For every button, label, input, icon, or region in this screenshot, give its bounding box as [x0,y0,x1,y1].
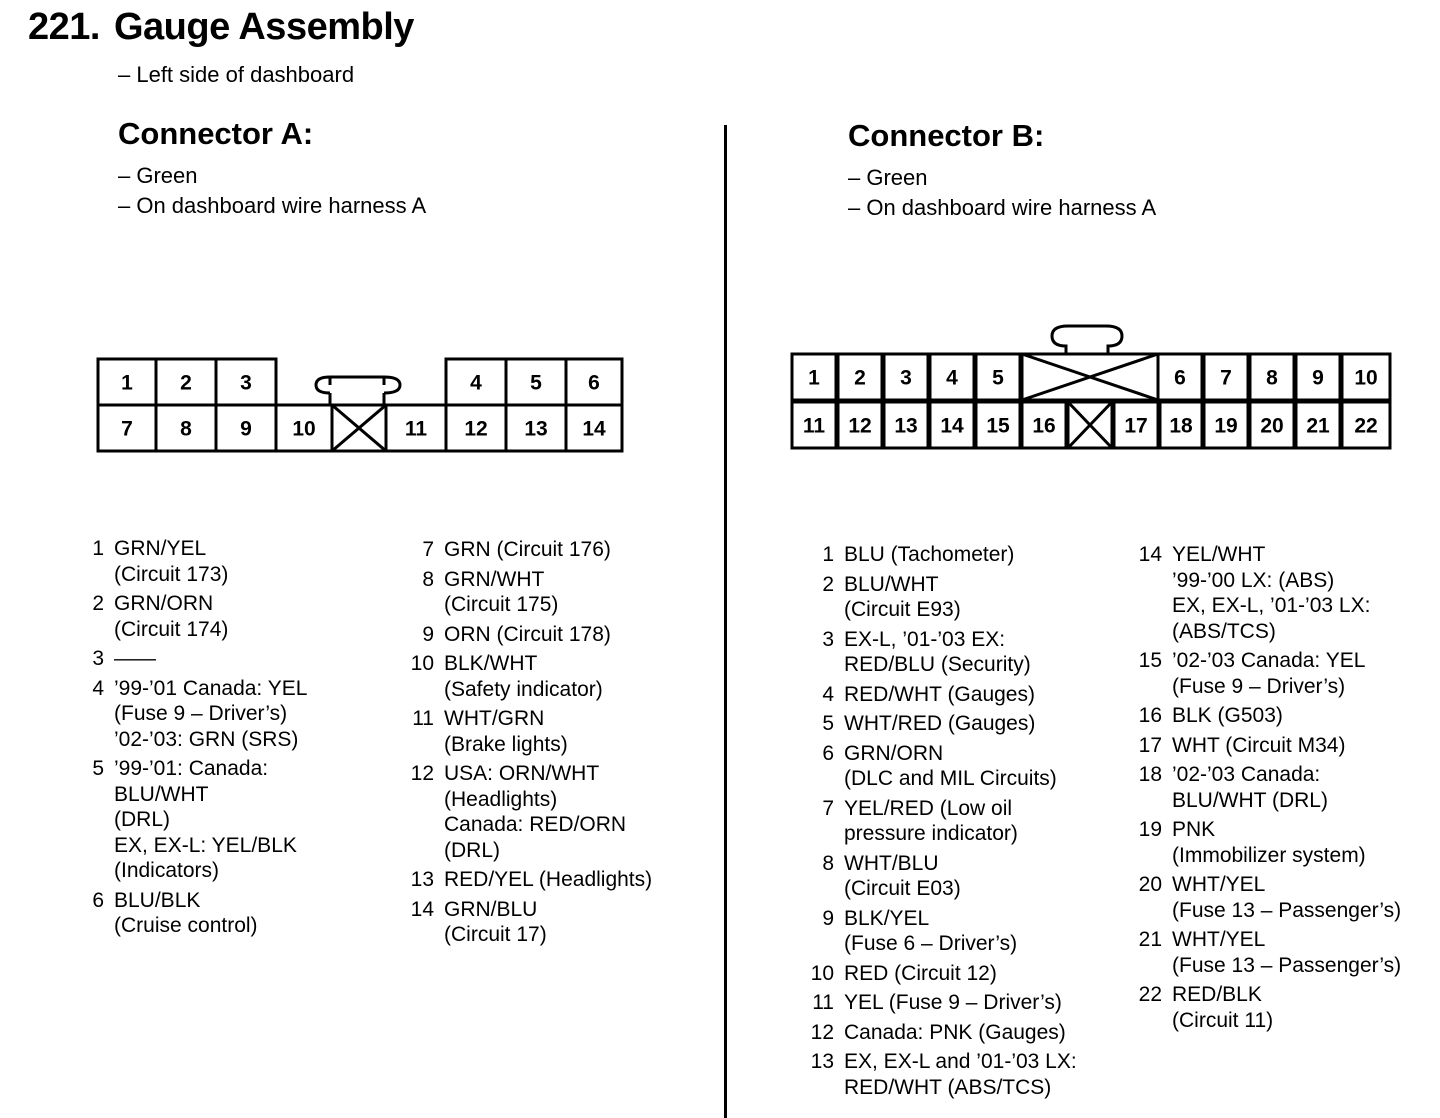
connector-b-title: Connector B: [848,118,1045,153]
pin-description [844,1020,1066,1046]
pin-description-line: PNK [1172,818,1216,841]
pin-description [1172,817,1366,868]
connector-b-pin-list-1 [804,542,1077,1104]
pin-number: 6 [92,888,104,912]
connector-a-label-4: 4 [470,371,482,395]
pin-number: 19 [1138,818,1162,841]
connector-b-label-4: 4 [946,366,958,390]
pin-number: 16 [1138,704,1162,727]
pin-description-line: ’02-’03 Canada: YEL [1172,649,1366,672]
pin-number: 11 [412,707,434,730]
pin-description-line: (Circuit 11) [1172,1008,1274,1032]
pin-entry [804,961,1077,987]
pin-description-line: WHT/BLU [844,851,939,875]
pin-description-line: GRN/BLU [444,897,538,921]
pin-entry [804,711,1077,737]
pin-description [844,627,1031,678]
pin-description-line: GRN (Circuit 176) [444,538,611,561]
pin-description-line: EX-L, ’01-’03 EX: [844,627,1006,651]
pin-number: 21 [1138,928,1162,951]
pin-description-line: (Circuit 173) [114,562,229,586]
pin-entry [1132,762,1401,813]
pin-description [1172,982,1273,1033]
pin-description-line: RED/WHT (Gauges) [844,682,1035,706]
pin-description-line: EX, EX-L, ’01-’03 LX: [1172,594,1371,617]
pin-entry [404,706,652,757]
pin-description [114,646,156,672]
pin-entry [1132,542,1401,644]
connector-b-label-2: 2 [854,366,866,390]
pin-number: 13 [410,868,434,891]
pin-entry [404,537,652,563]
connector-b-label-18: 18 [1169,414,1193,438]
connector-b-label-19: 19 [1214,414,1238,438]
pin-number: 14 [1138,543,1162,566]
pin-entry [1132,817,1401,868]
pin-number: 8 [422,567,434,591]
pin-description-line: (Safety indicator) [444,677,603,701]
pin-entry [804,851,1077,902]
pin-description [1172,872,1401,923]
location-note: – Left side of dashboard [118,62,355,87]
connector-b-label-1: 1 [808,366,820,390]
pin-description-line: BLU/WHT (DRL) [1172,788,1328,812]
pin-description [844,682,1035,708]
connector-a-label-8: 8 [180,417,192,441]
pin-number: 17 [1138,733,1162,757]
pin-description [844,990,1062,1016]
pin-entry [804,1049,1077,1100]
pin-entry [74,646,307,672]
connector-a-pin-list-2 [404,537,652,952]
pin-description-line: BLK/YEL [844,906,930,930]
pin-description-line: (Brake lights) [444,732,568,756]
pin-description-line: (Circuit E93) [844,598,961,621]
pin-description [444,651,603,702]
pin-description [114,591,228,642]
connector-a-label-13: 13 [524,417,548,441]
pin-number: 22 [1138,983,1162,1006]
pin-description-line: GRN/ORN [114,592,214,615]
pin-description-line: Canada: PNK (Gauges) [844,1020,1066,1044]
connector-b-label-11: 11 [802,414,826,438]
pin-description [844,906,1017,957]
pin-number: 4 [92,676,104,700]
pin-description-line: EX, EX-L and ’01-’03 LX: [844,1050,1077,1073]
pin-description-line: (Circuit 17) [444,923,547,946]
pin-entry [804,906,1077,957]
pin-description [444,622,611,648]
pin-description-line: (Circuit E03) [844,877,961,900]
connector-a-latch-right [384,377,400,393]
connector-a-label-7: 7 [121,417,133,441]
pin-entry [404,867,652,893]
connector-b-label-9: 9 [1312,366,1324,390]
pin-number: 3 [92,647,104,670]
pin-description-line: BLK (G503) [1172,704,1283,727]
connector-b-notes [848,163,1156,223]
pin-description-line: (Fuse 13 – Passenger’s) [1172,898,1402,922]
pin-description [444,897,547,948]
connector-b-label-13: 13 [894,414,918,438]
pin-number: 5 [822,712,834,735]
connector-b-label-15: 15 [986,414,1010,438]
connector-a-title: Connector A: [118,116,314,151]
pin-description [444,537,611,563]
pin-number: 1 [822,543,834,566]
pin-number: 8 [822,851,834,875]
connector-a-diagram [94,355,626,457]
connector-a-pin-list-1 [74,536,307,943]
pin-entry [804,796,1077,847]
pin-description-line: (Fuse 13 – Passenger’s) [1172,953,1402,977]
pin-description-line: WHT/YEL [1172,873,1266,896]
pin-number: 12 [810,1020,834,1044]
pin-number: 9 [822,906,834,930]
connector-b-label-20: 20 [1260,414,1284,438]
pin-number: 12 [410,762,434,785]
pin-description-line: RED/BLU (Security) [844,653,1031,676]
pin-description-line: RED/YEL (Headlights) [444,868,653,891]
pin-number: 3 [822,627,834,651]
connector-a-label-5: 5 [530,371,542,395]
pin-description [844,1049,1077,1100]
pin-number: 6 [822,741,834,765]
pin-description-line: RED (Circuit 12) [844,961,997,985]
pin-description-line: GRN/YEL [114,537,207,560]
connector-a-latch-legs [330,393,384,405]
pin-entry [804,741,1077,792]
pin-description [114,676,307,753]
connector-a-latch-left [316,377,330,393]
pin-description [844,741,1057,792]
pin-description-line: Canada: RED/ORN [444,813,627,836]
pin-description-line: YEL/WHT [1172,543,1266,566]
pin-description-line: ’02-’03: GRN (SRS) [114,727,299,751]
connector-a-label-3: 3 [240,371,252,395]
pin-description-line: BLK/WHT [444,652,538,675]
connector-b-latch-left [1052,326,1086,354]
pin-entry [804,572,1077,623]
connector-b-latch-right [1086,326,1122,354]
pin-description-line: BLU (Tachometer) [844,543,1015,566]
connector-b-diagram [786,322,1396,454]
section-title: Gauge Assembly [113,6,414,48]
connector-b-label-12: 12 [848,414,872,438]
pin-description [114,756,297,884]
pin-description-line: ’02-’03 Canada: [1172,763,1321,786]
pin-description-line: WHT/YEL [1172,928,1266,951]
pin-number: 1 [92,537,104,560]
column-divider [724,125,727,1118]
pin-description [1172,703,1283,729]
pin-description-line: YEL (Fuse 9 – Driver’s) [844,991,1062,1014]
pin-number: 9 [422,622,434,646]
pin-entry [404,651,652,702]
pin-description-line: RED/BLK [1172,983,1262,1006]
connector-a-label-10: 10 [292,417,316,441]
connector-b-label-6: 6 [1174,366,1186,390]
pin-entry [1132,703,1401,729]
connector-b-label-7: 7 [1220,366,1232,390]
pin-description [114,536,228,587]
pin-number: 7 [822,796,834,820]
pin-description-line: pressure indicator) [844,822,1018,845]
pin-description-line: WHT/GRN [444,707,545,730]
pin-description-line: BLU/WHT [844,572,939,596]
pin-description [1172,762,1328,813]
pin-description-line: (Circuit 175) [444,593,559,616]
pin-entry [1132,872,1401,923]
pin-number: 5 [92,757,104,780]
pin-description-line: WHT (Circuit M34) [1172,733,1346,757]
connector-b-label-8: 8 [1266,366,1278,390]
connector-a-label-1: 1 [121,371,133,395]
pin-entry [74,591,307,642]
pin-entry [404,622,652,648]
connector-a-label-6: 6 [588,371,600,395]
connector-b-label-10: 10 [1354,366,1378,390]
pin-entry [74,756,307,884]
pin-number: 18 [1138,763,1162,786]
connector-b-svg [786,322,1396,454]
pin-description-line: WHT/RED (Gauges) [844,712,1036,735]
pin-number: 14 [410,897,434,921]
pin-description [1172,927,1401,978]
pin-description [844,572,961,623]
pin-entry [404,567,652,618]
pin-entry [404,897,652,948]
pin-description-line: (Circuit 174) [114,617,229,641]
connector-b-label-5: 5 [992,366,1004,390]
connector-b-label-17: 17 [1124,414,1148,438]
pin-number: 2 [822,572,834,596]
pin-number: 2 [92,592,104,615]
pin-description-line: (Cruise control) [114,914,258,937]
pin-description [844,961,997,987]
pin-description-line: (Immobilizer system) [1172,843,1366,867]
connector-a-label-2: 2 [180,371,192,395]
pin-entry [74,536,307,587]
connector-b-label-21: 21 [1306,414,1330,438]
pin-description-line: (DLC and MIL Circuits) [844,767,1057,790]
connector-a-svg [94,355,626,457]
pin-entry [74,676,307,753]
connector-a-harness-note: – On dashboard wire harness A [118,193,427,218]
pin-description-line: (Fuse 9 – Driver’s) [1172,674,1346,698]
pin-description-line: EX, EX-L: YEL/BLK [114,833,297,857]
pin-number: 4 [822,682,834,706]
pin-number: 10 [410,652,434,675]
pin-description [114,888,258,939]
connector-b-pin-list-2 [1132,542,1401,1037]
pin-number: 13 [810,1050,834,1073]
pin-description [444,867,652,893]
pin-description [844,542,1014,568]
pin-description-line: BLU/WHT [114,782,209,806]
pin-entry [804,542,1077,568]
pin-description-line: ORN (Circuit 178) [444,622,611,646]
pin-description-line: GRN/ORN [844,741,944,765]
connector-b-label-22: 22 [1354,414,1378,438]
connector-a-label-9: 9 [240,417,252,441]
pin-description [844,796,1018,847]
connector-b-label-14: 14 [940,414,964,438]
pin-entry [804,990,1077,1016]
pin-entry [1132,982,1401,1033]
pin-description [444,567,558,618]
pin-number: 10 [810,961,834,985]
pin-description-line: ’99-’01: Canada: [114,757,269,780]
pin-description-line: (DRL) [444,838,500,862]
connector-b-color-note: – Green [848,165,928,190]
pin-description-line: (DRL) [114,808,170,831]
pin-entry [404,761,652,863]
pin-description-line: (ABS/TCS) [1172,619,1276,643]
pin-entry [74,888,307,939]
pin-entry [804,627,1077,678]
pin-description-line: ’99-’00 LX: (ABS) [1172,568,1335,592]
pin-entry [1132,733,1401,759]
page-title [28,6,414,49]
pin-description-line: USA: ORN/WHT [444,762,600,785]
pin-description-line: (Fuse 9 – Driver’s) [114,702,288,725]
section-number: 221. [28,6,100,48]
pin-description [844,711,1035,737]
connector-a-label-14: 14 [582,417,606,441]
connector-b-harness-note: – On dashboard wire harness A [848,195,1157,220]
pin-number: 11 [812,991,834,1014]
pin-description-line: ’99-’01 Canada: YEL [114,676,308,700]
pin-entry [804,1020,1077,1046]
pin-entry [1132,648,1401,699]
pin-number: 15 [1138,649,1162,672]
pin-number: 7 [422,538,434,561]
connector-b-label-16: 16 [1032,414,1056,438]
pin-description [844,851,961,902]
connector-a-label-12: 12 [464,417,488,441]
pin-number: 20 [1138,873,1162,896]
pin-description [1172,648,1365,699]
pin-description [1172,542,1370,644]
connector-b-label-3: 3 [900,366,912,390]
pin-description-line: (Fuse 6 – Driver’s) [844,932,1018,955]
pin-entry [1132,927,1401,978]
connector-a-label-11: 11 [404,417,428,441]
pin-entry [804,682,1077,708]
pin-description-line: GRN/WHT [444,567,545,591]
pin-description-line: —— [114,647,156,670]
pin-description-line: YEL/RED (Low oil [844,796,1013,820]
pin-description [444,706,568,757]
pin-description-line: (Indicators) [114,859,220,882]
pin-description [444,761,626,863]
pin-description-line: RED/WHT (ABS/TCS) [844,1075,1052,1099]
pin-description-line: BLU/BLK [114,888,201,912]
connector-a-notes [118,161,426,221]
pin-description-line: (Headlights) [444,787,558,811]
connector-a-color-note: – Green [118,163,198,188]
pin-description [1172,733,1345,759]
